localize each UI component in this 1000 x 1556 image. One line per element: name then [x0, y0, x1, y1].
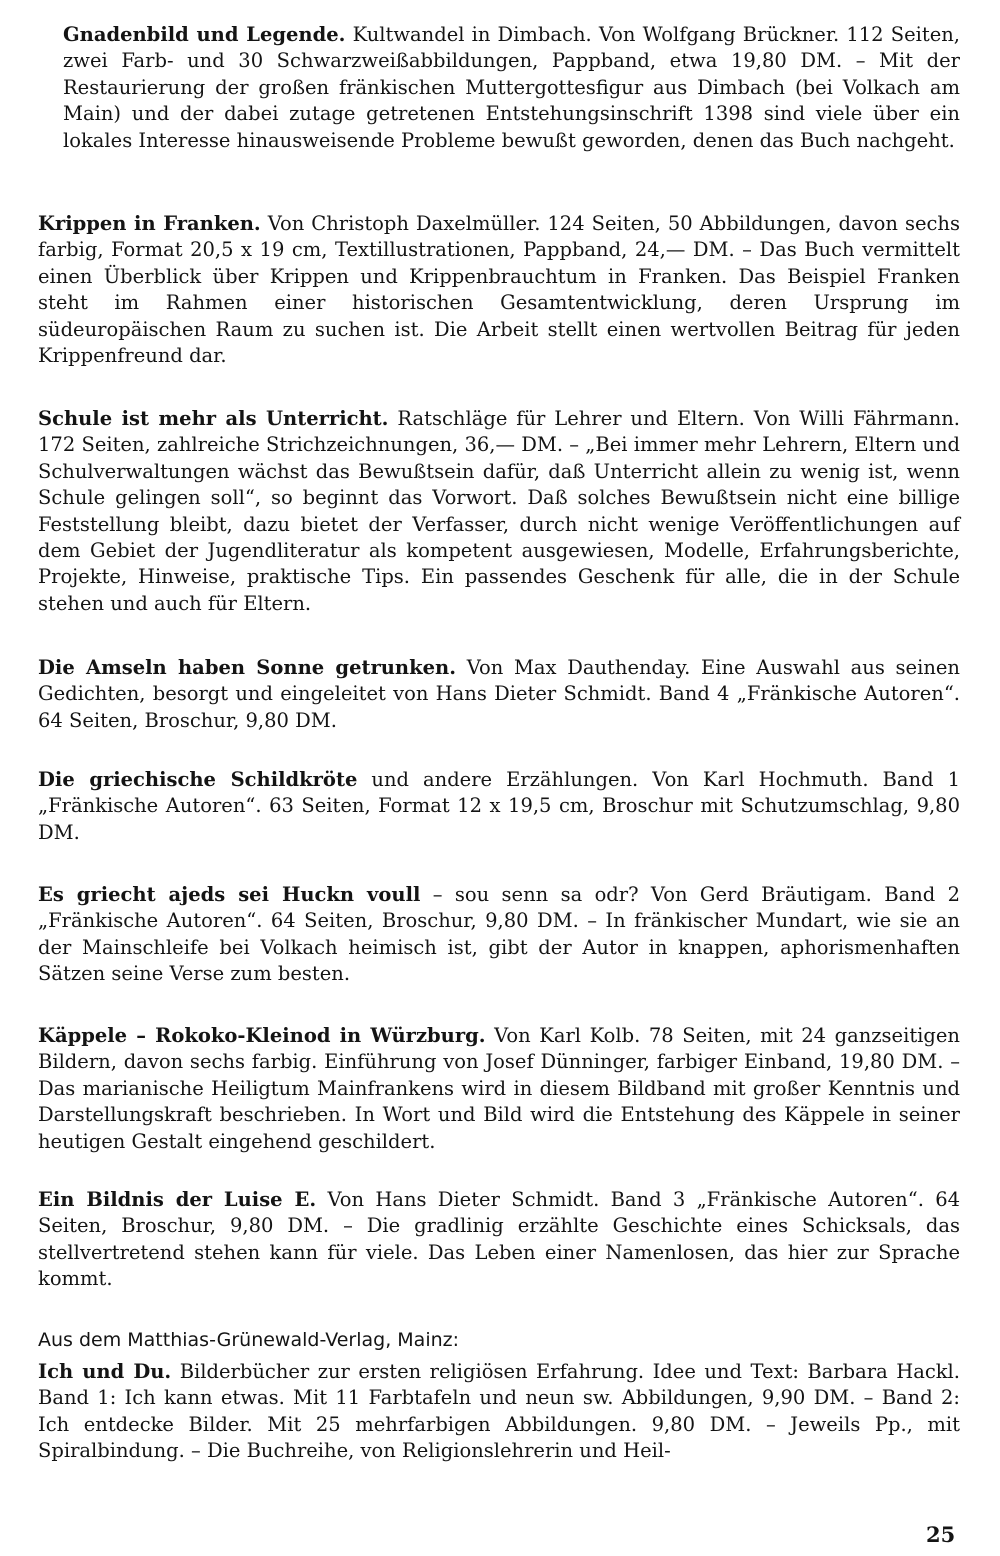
book-description: Bilderbücher zur ersten religiösen Erfahrung. Idee und Text: Barbara Hackl. Band 1: Ich kann etwas. Mit 11 Farbtafeln und neun sw. Abbildungen, 9,90 DM. – Band 2: Ich entdecke Bilder. Mit 25 mehrfarbigen Abbildungen. 9,80 DM. – Jeweils Pp., mit Spiralbindung. – Die Buchreihe, von Religionslehrerin und Heil- [38, 1360, 960, 1463]
book-title: Die griechische Schildkröte [38, 768, 358, 791]
book-title: Ein Bildnis der Luise E. [38, 1188, 317, 1211]
book-title: Ich und Du. [38, 1360, 172, 1383]
book-entry [38, 211, 960, 369]
book-entry [38, 655, 960, 734]
book-entry [38, 1023, 960, 1155]
publisher-heading: Aus dem Matthias-Grünewald-Verlag, Mainz: [38, 1329, 460, 1351]
book-entry [63, 22, 960, 154]
book-title: Gnadenbild und Legende. [63, 23, 346, 46]
book-entry [38, 882, 960, 988]
book-title: Es griecht ajeds sei Huckn voull [38, 883, 421, 906]
book-title: Krippen in Franken. [38, 212, 261, 235]
book-description: Von Max Dauthenday. Eine Auswahl aus seinen Gedichten, besorgt und eingeleitet von Hans Dieter Schmidt. Band 4 „Fränkische Autoren“. 64 Seiten, Broschur, 9,80 DM. [38, 656, 960, 732]
book-description: – sou senn sa odr? Von Gerd Bräutigam. Band 2 „Fränkische Autoren“. 64 Seiten, Broschur, 9,80 DM. – In fränkischer Mundart, wie sie an der Mainschleife bei Volkach heimisch ist, gibt der Autor in knappen, aphorismenhaften Sätzen seine Verse zum besten. [38, 883, 961, 986]
book-description: Ratschläge für Lehrer und Eltern. Von Willi Fährmann. 172 Seiten, zahlreiche Strichzeichnungen, 36,— DM. – „Bei immer mehr Lehrern, Eltern und Schulverwaltungen wächst das Bewußtsein dafür, daß Unterricht allein zu wenig ist, wenn Schule gelingen soll“, so beginnt das Vorwort. Daß solches Bewußtsein nicht eine billige Feststellung bleibt, dazu bietet der Verfasser, durch nicht wenige Veröffentlichungen auf dem Gebiet der Jugendliteratur als kompetent ausgewiesen, Modelle, Erfahrungsberichte, Projekte, Hinweise, praktische Tips. Ein passendes Geschenk für alle, die in der Schule stehen und auch für Eltern. [38, 407, 961, 615]
book-description: Von Christoph Daxelmüller. 124 Seiten, 50 Abbildungen, davon sechs farbig, Format 20,5 x 19 cm, Textillustrationen, Pappband, 24,— DM. – Das Buch vermittelt einen Überblick über Krippen und Krippenbrauchtum in Franken. Das Beispiel Franken steht im Rahmen einer historischen Gesamtentwicklung, deren Ursprung im südeuropäischen Raum zu suchen ist. Die Arbeit stellt einen wertvollen Beitrag für jeden Krippenfreund dar. [38, 212, 960, 368]
book-entry [38, 406, 960, 617]
page-number: 25 [926, 1522, 956, 1547]
book-entry [38, 1359, 960, 1465]
book-entry [38, 1187, 960, 1293]
book-description: Von Hans Dieter Schmidt. Band 3 „Fränkische Autoren“. 64 Seiten, Broschur, 9,80 DM. – Die gradlinig erzählte Geschichte eines Schicksals, das stellvertretend stehen kann für viele. Das Leben einer Namenlosen, das hier zur Sprache kommt. [38, 1188, 961, 1291]
book-description: Von Karl Kolb. 78 Seiten, mit 24 ganzseitigen Bildern, davon sechs farbig. Einführung von Josef Dünninger, farbiger Einband, 19,80 DM. – Das marianische Heiligtum Mainfrankens wird in diesem Bildband mit großer Kenntnis und Darstellungskraft beschrieben. In Wort und Bild wird die Entstehung des Käppele in seiner heutigen Gestalt eingehend geschildert. [38, 1024, 960, 1153]
book-title: Die Amseln haben Sonne getrunken. [38, 656, 456, 679]
book-description: Kultwandel in Dimbach. Von Wolfgang Brückner. 112 Seiten, zwei Farb- und 30 Schwarzweißabbildungen, Pappband, etwa 19,80 DM. – Mit der Restaurierung der großen fränkischen Muttergottesfigur aus Dimbach (bei Volkach am Main) und der dabei zutage getretenen Entstehungsinschrift 1398 sind viele über ein lokales Interesse hinausweisende Probleme bewußt geworden, denen das Buch nachgeht. [63, 23, 960, 152]
book-entry [38, 767, 960, 846]
book-title: Käppele – Rokoko-Kleinod in Würzburg. [38, 1024, 486, 1047]
book-title: Schule ist mehr als Unterricht. [38, 407, 389, 430]
book-description: und andere Erzählungen. Von Karl Hochmuth. Band 1 „Fränkische Autoren“. 63 Seiten, Format 12 x 19,5 cm, Broschur mit Schutzumschlag, 9,80 DM. [38, 768, 960, 844]
